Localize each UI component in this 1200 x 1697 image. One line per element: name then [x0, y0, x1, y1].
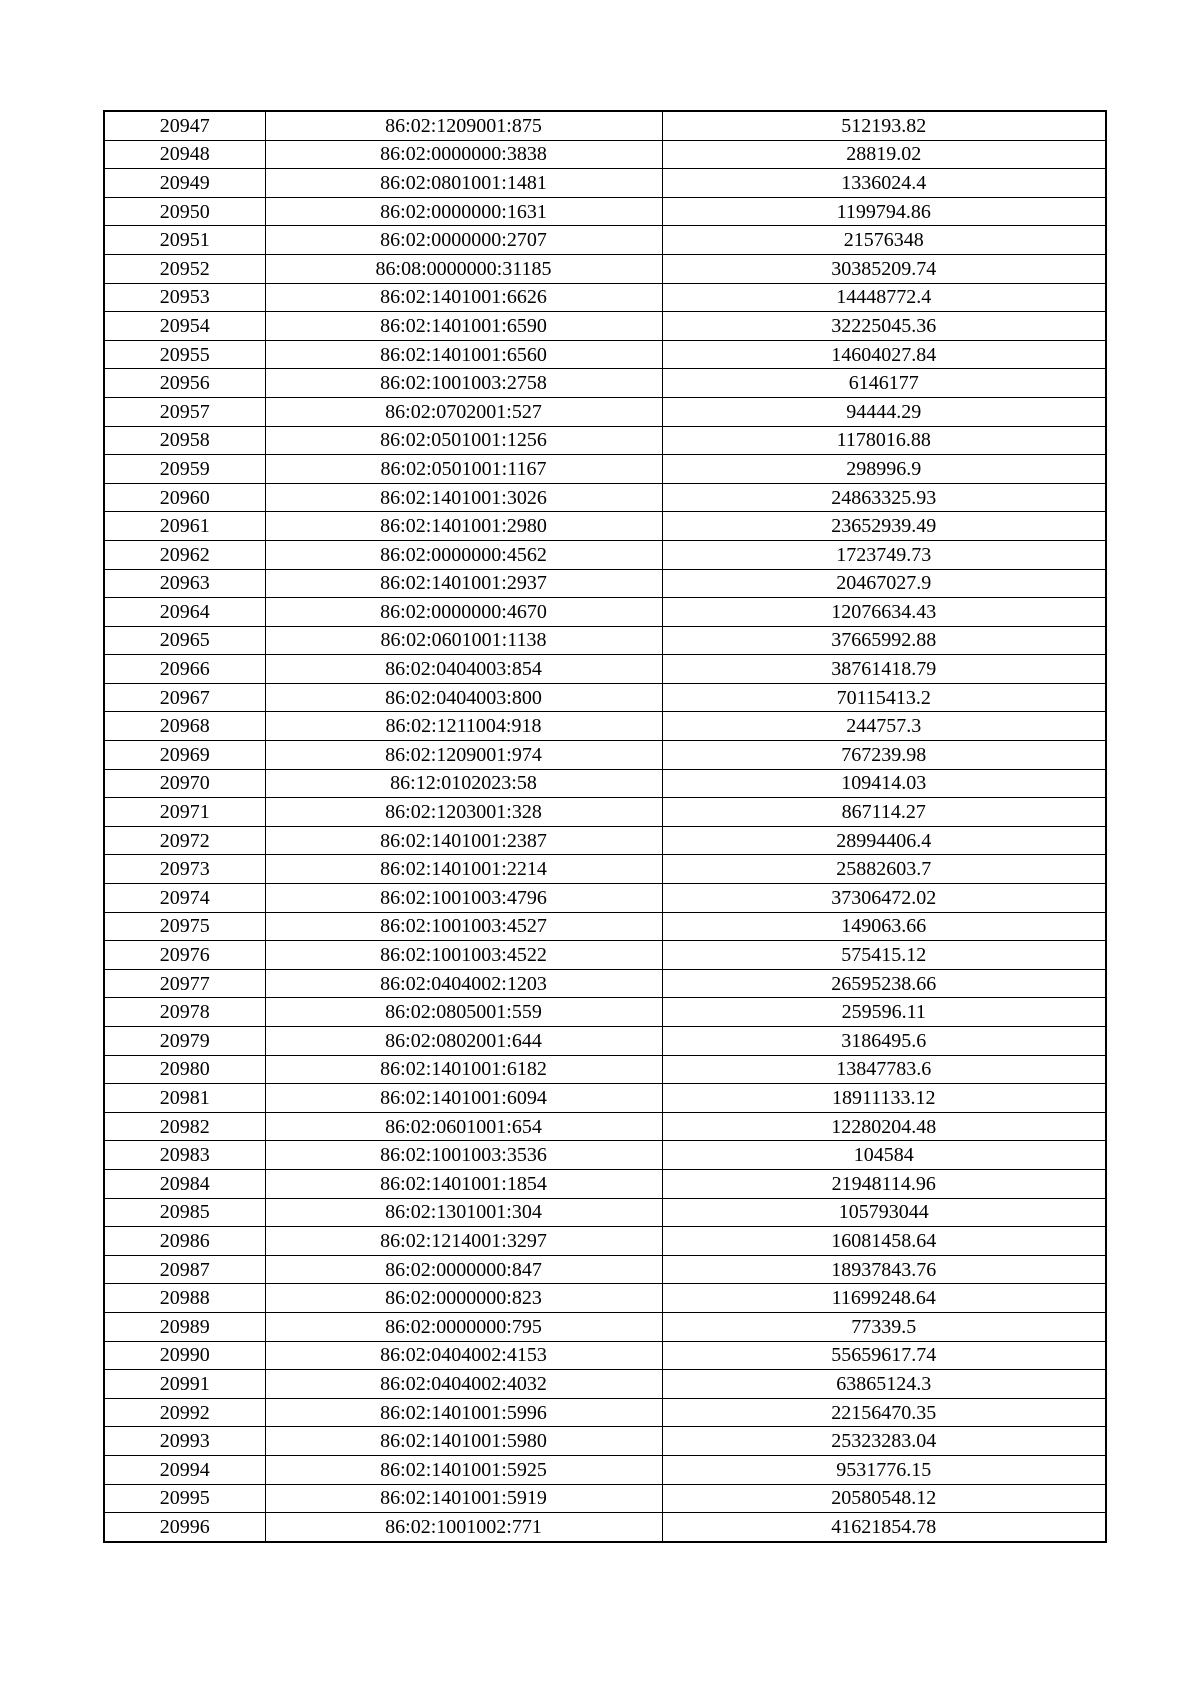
cadastral-value-cell: 26595238.66 [662, 969, 1106, 998]
table-row [104, 111, 1106, 140]
row-number-cell: 20965 [104, 626, 265, 655]
cadastral-number-cell: 86:02:1209001:875 [265, 111, 662, 140]
cadastral-number-cell: 86:02:1001003:2758 [265, 369, 662, 398]
cadastral-number-cell: 86:02:1401001:2937 [265, 569, 662, 598]
row-number-cell: 20977 [104, 969, 265, 998]
cadastral-value-cell: 41621854.78 [662, 1513, 1106, 1542]
cadastral-number-cell: 86:02:1401001:6094 [265, 1084, 662, 1113]
table-row [104, 626, 1106, 655]
row-number-cell: 20950 [104, 197, 265, 226]
table-row [104, 941, 1106, 970]
table-row [104, 826, 1106, 855]
table-row [104, 1169, 1106, 1198]
table-row [104, 1341, 1106, 1370]
cadastral-value-cell: 21576348 [662, 226, 1106, 255]
cadastral-value-cell: 28994406.4 [662, 826, 1106, 855]
row-number-cell: 20971 [104, 798, 265, 827]
row-number-cell: 20957 [104, 397, 265, 426]
cadastral-number-cell: 86:02:1401001:5996 [265, 1398, 662, 1427]
row-number-cell: 20983 [104, 1141, 265, 1170]
cadastral-value-cell: 149063.66 [662, 912, 1106, 941]
cadastral-number-cell: 86:02:1001002:771 [265, 1513, 662, 1542]
row-number-cell: 20981 [104, 1084, 265, 1113]
cadastral-number-cell: 86:02:0802001:644 [265, 1027, 662, 1056]
table-row [104, 455, 1106, 484]
cadastral-value-cell: 109414.03 [662, 769, 1106, 798]
cadastral-value-cell: 16081458.64 [662, 1227, 1106, 1256]
cadastral-value-cell: 9531776.15 [662, 1455, 1106, 1484]
cadastral-number-cell: 86:02:0702001:527 [265, 397, 662, 426]
table-row [104, 540, 1106, 569]
cadastral-value-cell: 105793044 [662, 1198, 1106, 1227]
cadastral-number-cell: 86:02:1401001:5980 [265, 1427, 662, 1456]
table-row [104, 1312, 1106, 1341]
cadastral-number-cell: 86:02:1001003:4527 [265, 912, 662, 941]
row-number-cell: 20974 [104, 884, 265, 913]
row-number-cell: 20991 [104, 1370, 265, 1399]
cadastral-number-cell: 86:02:1401001:6626 [265, 283, 662, 312]
row-number-cell: 20962 [104, 540, 265, 569]
table-row [104, 1112, 1106, 1141]
cadastral-number-cell: 86:02:1301001:304 [265, 1198, 662, 1227]
table-row [104, 140, 1106, 169]
row-number-cell: 20984 [104, 1169, 265, 1198]
cadastral-number-cell: 86:02:1214001:3297 [265, 1227, 662, 1256]
cadastral-number-cell: 86:02:1401001:6590 [265, 312, 662, 341]
table-row [104, 1370, 1106, 1399]
row-number-cell: 20951 [104, 226, 265, 255]
cadastral-value-cell: 6146177 [662, 369, 1106, 398]
cadastral-value-cell: 244757.3 [662, 712, 1106, 741]
table-row [104, 340, 1106, 369]
table-row [104, 312, 1106, 341]
table-row [104, 1084, 1106, 1113]
table-row [104, 769, 1106, 798]
cadastral-value-cell: 11699248.64 [662, 1284, 1106, 1313]
row-number-cell: 20958 [104, 426, 265, 455]
table-row [104, 197, 1106, 226]
cadastral-value-cell: 38761418.79 [662, 655, 1106, 684]
cadastral-number-cell: 86:02:1401001:2387 [265, 826, 662, 855]
row-number-cell: 20996 [104, 1513, 265, 1542]
cadastral-number-cell: 86:02:1401001:5925 [265, 1455, 662, 1484]
row-number-cell: 20980 [104, 1055, 265, 1084]
table-row [104, 1455, 1106, 1484]
cadastral-value-cell: 512193.82 [662, 111, 1106, 140]
row-number-cell: 20952 [104, 254, 265, 283]
cadastral-value-cell: 23652939.49 [662, 512, 1106, 541]
cadastral-number-cell: 86:02:1209001:974 [265, 741, 662, 770]
cadastral-number-cell: 86:02:1401001:6182 [265, 1055, 662, 1084]
table-row [104, 512, 1106, 541]
cadastral-number-cell: 86:02:0000000:4562 [265, 540, 662, 569]
row-number-cell: 20982 [104, 1112, 265, 1141]
row-number-cell: 20947 [104, 111, 265, 140]
row-number-cell: 20995 [104, 1484, 265, 1513]
cadastral-value-cell: 32225045.36 [662, 312, 1106, 341]
cadastral-number-cell: 86:02:0000000:795 [265, 1312, 662, 1341]
table-row [104, 1513, 1106, 1542]
cadastral-number-cell: 86:02:0501001:1256 [265, 426, 662, 455]
table-row [104, 483, 1106, 512]
cadastral-number-cell: 86:12:0102023:58 [265, 769, 662, 798]
table-row [104, 1398, 1106, 1427]
row-number-cell: 20986 [104, 1227, 265, 1256]
cadastral-value-cell: 298996.9 [662, 455, 1106, 484]
cadastral-value-cell: 3186495.6 [662, 1027, 1106, 1056]
cadastral-value-cell: 18937843.76 [662, 1255, 1106, 1284]
table-row [104, 712, 1106, 741]
row-number-cell: 20985 [104, 1198, 265, 1227]
cadastral-value-cell: 12280204.48 [662, 1112, 1106, 1141]
cadastral-number-cell: 86:02:1401001:2214 [265, 855, 662, 884]
table-row [104, 1227, 1106, 1256]
cadastral-number-cell: 86:02:1401001:6560 [265, 340, 662, 369]
cadastral-value-cell: 20580548.12 [662, 1484, 1106, 1513]
table-row [104, 655, 1106, 684]
cadastral-number-cell: 86:02:0000000:4670 [265, 598, 662, 627]
table-row [104, 369, 1106, 398]
cadastral-value-cell: 37665992.88 [662, 626, 1106, 655]
cadastral-value-cell: 20467027.9 [662, 569, 1106, 598]
cadastral-value-cell: 14604027.84 [662, 340, 1106, 369]
cadastral-value-cell: 867114.27 [662, 798, 1106, 827]
table-row [104, 169, 1106, 198]
table-row [104, 1255, 1106, 1284]
cadastral-value-cell: 18911133.12 [662, 1084, 1106, 1113]
cadastral-value-cell: 24863325.93 [662, 483, 1106, 512]
row-number-cell: 20990 [104, 1341, 265, 1370]
row-number-cell: 20964 [104, 598, 265, 627]
cadastral-number-cell: 86:02:0000000:847 [265, 1255, 662, 1284]
row-number-cell: 20993 [104, 1427, 265, 1456]
table-row [104, 254, 1106, 283]
table-row [104, 1055, 1106, 1084]
row-number-cell: 20955 [104, 340, 265, 369]
cadastral-number-cell: 86:02:1001003:4796 [265, 884, 662, 913]
cadastral-value-cell: 259596.11 [662, 998, 1106, 1027]
row-number-cell: 20959 [104, 455, 265, 484]
cadastral-value-cell: 37306472.02 [662, 884, 1106, 913]
cadastral-number-cell: 86:02:0601001:654 [265, 1112, 662, 1141]
row-number-cell: 20987 [104, 1255, 265, 1284]
table-row [104, 798, 1106, 827]
cadastral-number-cell: 86:02:0404002:1203 [265, 969, 662, 998]
row-number-cell: 20963 [104, 569, 265, 598]
cadastral-number-cell: 86:02:1401001:3026 [265, 483, 662, 512]
row-number-cell: 20966 [104, 655, 265, 684]
cadastral-number-cell: 86:02:0000000:1631 [265, 197, 662, 226]
row-number-cell: 20970 [104, 769, 265, 798]
cadastral-number-cell: 86:02:1401001:2980 [265, 512, 662, 541]
row-number-cell: 20978 [104, 998, 265, 1027]
cadastral-value-cell: 77339.5 [662, 1312, 1106, 1341]
cadastral-value-cell: 25323283.04 [662, 1427, 1106, 1456]
row-number-cell: 20961 [104, 512, 265, 541]
cadastral-value-cell: 1178016.88 [662, 426, 1106, 455]
cadastral-value-cell: 767239.98 [662, 741, 1106, 770]
row-number-cell: 20954 [104, 312, 265, 341]
row-number-cell: 20973 [104, 855, 265, 884]
cadastral-number-cell: 86:02:0000000:823 [265, 1284, 662, 1313]
table-row [104, 884, 1106, 913]
cadastral-value-cell: 25882603.7 [662, 855, 1106, 884]
cadastral-value-cell: 30385209.74 [662, 254, 1106, 283]
table-row [104, 998, 1106, 1027]
cadastral-value-cell: 1723749.73 [662, 540, 1106, 569]
cadastral-value-cell: 55659617.74 [662, 1341, 1106, 1370]
table-row [104, 569, 1106, 598]
cadastral-value-cell: 104584 [662, 1141, 1106, 1170]
cadastral-number-cell: 86:02:0404003:800 [265, 683, 662, 712]
cadastral-value-cell: 14448772.4 [662, 283, 1106, 312]
table-row [104, 1141, 1106, 1170]
table-row [104, 683, 1106, 712]
row-number-cell: 20967 [104, 683, 265, 712]
cadastral-number-cell: 86:02:0404003:854 [265, 655, 662, 684]
cadastral-number-cell: 86:02:0601001:1138 [265, 626, 662, 655]
cadastral-number-cell: 86:02:1401001:1854 [265, 1169, 662, 1198]
table-row [104, 1427, 1106, 1456]
row-number-cell: 20953 [104, 283, 265, 312]
table-row [104, 1198, 1106, 1227]
row-number-cell: 20972 [104, 826, 265, 855]
cadastral-value-cell: 94444.29 [662, 397, 1106, 426]
cadastral-value-cell: 13847783.6 [662, 1055, 1106, 1084]
table-row [104, 1484, 1106, 1513]
row-number-cell: 20976 [104, 941, 265, 970]
cadastral-value-cell: 1199794.86 [662, 197, 1106, 226]
row-number-cell: 20969 [104, 741, 265, 770]
row-number-cell: 20960 [104, 483, 265, 512]
row-number-cell: 20949 [104, 169, 265, 198]
table-row [104, 912, 1106, 941]
table-row [104, 283, 1106, 312]
table-row [104, 969, 1106, 998]
table-body [104, 111, 1106, 1542]
table-row [104, 226, 1106, 255]
cadastral-number-cell: 86:02:0000000:3838 [265, 140, 662, 169]
row-number-cell: 20956 [104, 369, 265, 398]
cadastral-number-cell: 86:02:0404002:4153 [265, 1341, 662, 1370]
cadastral-number-cell: 86:08:0000000:31185 [265, 254, 662, 283]
table-row [104, 598, 1106, 627]
cadastral-number-cell: 86:02:0801001:1481 [265, 169, 662, 198]
cadastral-number-cell: 86:02:0404002:4032 [265, 1370, 662, 1399]
cadastral-value-cell: 21948114.96 [662, 1169, 1106, 1198]
cadastral-value-cell: 63865124.3 [662, 1370, 1106, 1399]
cadastral-number-cell: 86:02:1001003:4522 [265, 941, 662, 970]
cadastral-number-cell: 86:02:1211004:918 [265, 712, 662, 741]
row-number-cell: 20975 [104, 912, 265, 941]
cadastral-value-cell: 12076634.43 [662, 598, 1106, 627]
table-row [104, 426, 1106, 455]
cadastral-value-cell: 70115413.2 [662, 683, 1106, 712]
row-number-cell: 20992 [104, 1398, 265, 1427]
table-row [104, 741, 1106, 770]
cadastral-value-cell: 1336024.4 [662, 169, 1106, 198]
cadastral-number-cell: 86:02:0000000:2707 [265, 226, 662, 255]
cadastral-number-cell: 86:02:0805001:559 [265, 998, 662, 1027]
row-number-cell: 20994 [104, 1455, 265, 1484]
table-row [104, 397, 1106, 426]
cadastral-number-cell: 86:02:1401001:5919 [265, 1484, 662, 1513]
row-number-cell: 20988 [104, 1284, 265, 1313]
row-number-cell: 20948 [104, 140, 265, 169]
cadastral-number-cell: 86:02:1203001:328 [265, 798, 662, 827]
row-number-cell: 20989 [104, 1312, 265, 1341]
row-number-cell: 20979 [104, 1027, 265, 1056]
table-row [104, 1027, 1106, 1056]
table-row [104, 855, 1106, 884]
cadastral-value-cell: 28819.02 [662, 140, 1106, 169]
cadastral-value-cell: 575415.12 [662, 941, 1106, 970]
row-number-cell: 20968 [104, 712, 265, 741]
cadastral-value-table [103, 110, 1107, 1543]
table-row [104, 1284, 1106, 1313]
cadastral-number-cell: 86:02:0501001:1167 [265, 455, 662, 484]
cadastral-value-cell: 22156470.35 [662, 1398, 1106, 1427]
cadastral-number-cell: 86:02:1001003:3536 [265, 1141, 662, 1170]
